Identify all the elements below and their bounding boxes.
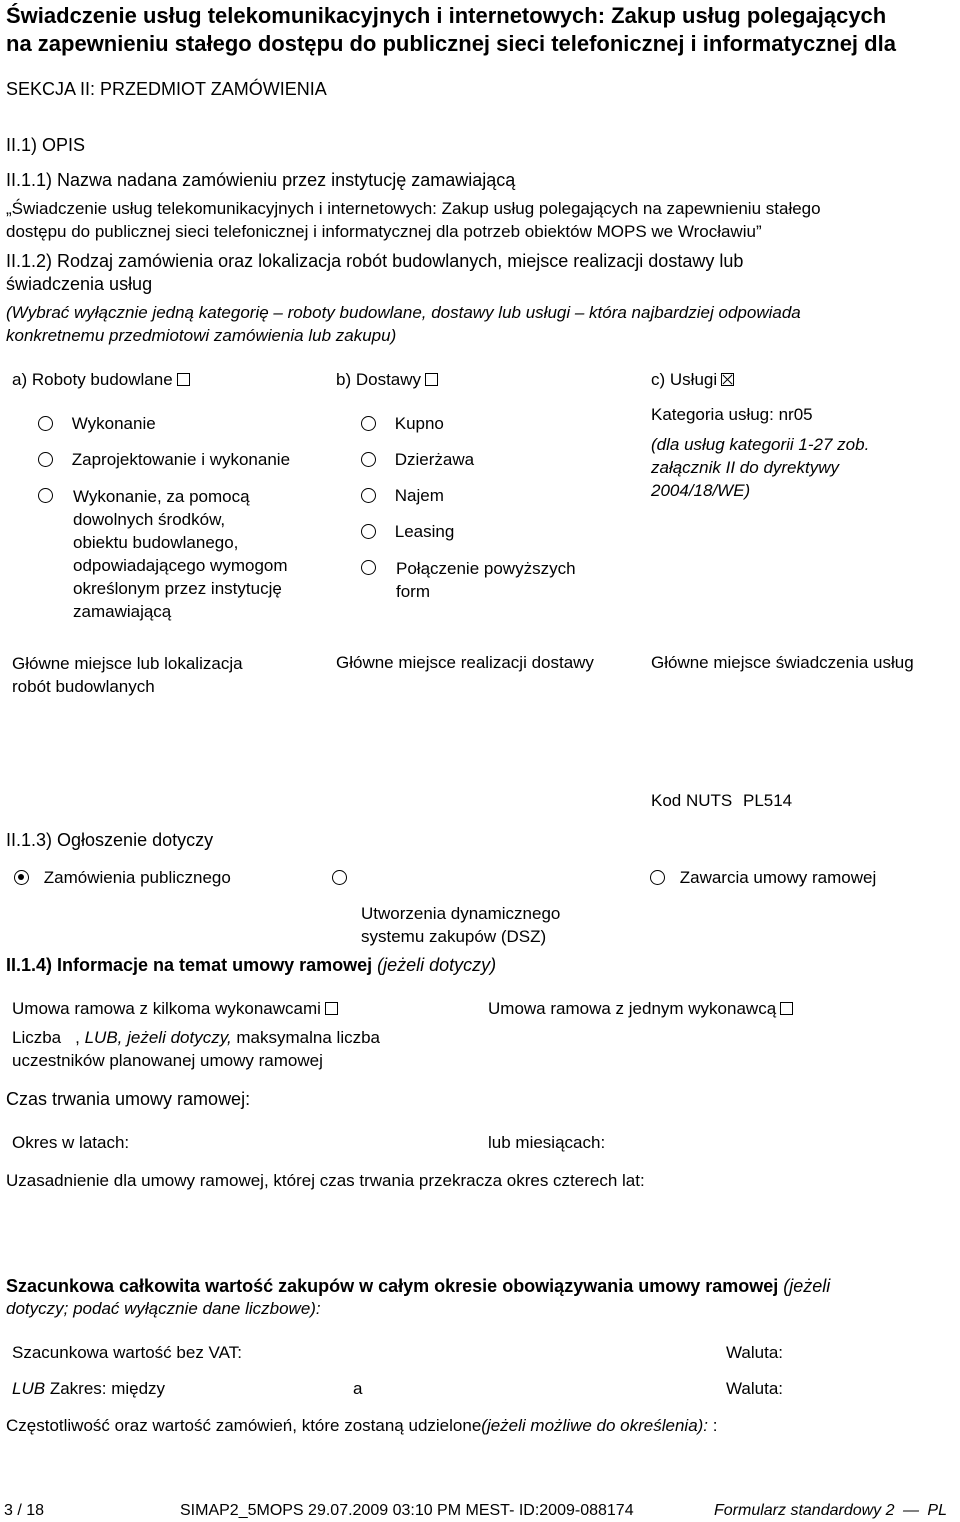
nuts-label: Kod NUTS xyxy=(651,791,733,810)
text-line: określonym przez instytucję xyxy=(73,579,282,598)
works-option-label: Wykonanie xyxy=(71,414,156,433)
service-category-note xyxy=(651,433,869,502)
framework-multi-checkbox[interactable] xyxy=(325,1002,338,1015)
duration-years-label: Okres w latach: xyxy=(12,1133,130,1152)
supplies-category-label: b) Dostawy xyxy=(336,370,422,389)
participants-note: LUB, jeżeli dotyczy, xyxy=(84,1028,232,1047)
service-category-value: Kategoria usług: nr05 xyxy=(651,405,813,424)
lub-label: LUB xyxy=(12,1379,46,1398)
works-option-design-build[interactable] xyxy=(38,449,290,471)
services-category-label: c) Usługi xyxy=(651,370,718,389)
works-option-any-means[interactable] xyxy=(38,485,53,507)
form-label: Formularz standardowy 2 xyxy=(714,1502,895,1519)
justification-label: Uzasadnienie dla umowy ramowej, której czas trwania przekracza okres czterech lat: xyxy=(6,1171,645,1190)
radio-icon[interactable] xyxy=(332,870,347,885)
currency-label-2: Waluta: xyxy=(726,1379,784,1398)
radio-icon[interactable] xyxy=(361,488,376,503)
page-number: 3 / 18 xyxy=(4,1502,45,1519)
radio-icon[interactable] xyxy=(38,488,53,503)
frequency-label: Częstotliwość oraz wartość zamówień, które zostaną udzielone xyxy=(6,1416,482,1435)
language-code: PL xyxy=(927,1502,947,1519)
works-option-any-means-label xyxy=(73,485,288,623)
radio-icon[interactable] xyxy=(38,416,53,431)
notice-option-framework[interactable] xyxy=(650,867,876,889)
framework-multi[interactable] xyxy=(12,998,338,1020)
text-line: form xyxy=(396,582,430,601)
works-checkbox[interactable] xyxy=(177,373,190,386)
supplies-option-combination-label xyxy=(396,557,576,603)
supplies-option-leasing[interactable] xyxy=(361,521,454,543)
text-line: Utworzenia dynamicznego xyxy=(361,904,561,923)
radio-icon[interactable] xyxy=(361,416,376,431)
nuts-code xyxy=(651,790,792,812)
q114-heading-note: (jeżeli dotyczy) xyxy=(377,955,497,975)
estimate-heading-note: (jeżeli xyxy=(783,1276,831,1296)
text-line: robót budowlanych xyxy=(12,677,155,696)
supplies-option-lease[interactable] xyxy=(361,449,474,471)
q111-value-line-2: dostępu do publicznej sieci telefonicznej i informatycznej dla potrzeb obiektów MOPS we Wrocławiu” xyxy=(6,222,762,241)
q112-heading-line-2: świadczenia usług xyxy=(6,274,153,294)
participants-count xyxy=(12,1027,380,1049)
framework-single[interactable] xyxy=(488,998,793,1020)
services-place-label: Główne miejsce świadczenia usług xyxy=(651,653,914,672)
range-and-label: a xyxy=(353,1379,363,1398)
text-line: zamawiającą xyxy=(73,602,172,621)
participants-label: Liczba xyxy=(12,1028,62,1047)
services-category[interactable] xyxy=(651,369,734,391)
works-option-wykonanie[interactable] xyxy=(38,413,156,435)
frequency-tail: : xyxy=(708,1416,718,1435)
supplies-option-label: Leasing xyxy=(394,522,455,541)
works-category-label: a) Roboty budowlane xyxy=(12,370,173,389)
q111-value-line-1: „Świadczenie usług telekomunikacyjnych i internetowych: Zakup usług polegających na zapewnieniu stałego xyxy=(6,199,821,218)
supplies-option-label: Dzierżawa xyxy=(394,450,475,469)
framework-single-checkbox[interactable] xyxy=(780,1002,793,1015)
range-row xyxy=(12,1378,165,1400)
radio-icon[interactable] xyxy=(38,452,53,467)
q112-note-line-2: konkretnemu przedmiotowi zamówienia lub zakupu) xyxy=(6,326,397,345)
supplies-option-combination[interactable] xyxy=(361,557,376,579)
document-id: SIMAP2_5MOPS 29.07.2009 03:10 PM MEST- ID:2009-088174 xyxy=(180,1502,634,1519)
q114-heading xyxy=(6,954,496,976)
text-line: Połączenie powyższych xyxy=(396,559,576,578)
supplies-option-label: Kupno xyxy=(394,414,444,433)
value-no-vat-label: Szacunkowa wartość bez VAT: xyxy=(12,1343,242,1362)
supplies-option-rental[interactable] xyxy=(361,485,444,507)
radio-selected-icon[interactable] xyxy=(14,870,29,885)
notice-option-dps-label xyxy=(361,902,560,948)
duration-heading: Czas trwania umowy ramowej: xyxy=(6,1089,251,1109)
q113-heading: II.1.3) Ogłoszenie dotyczy xyxy=(6,830,214,850)
text-line: (dla usług kategorii 1-27 zob. xyxy=(651,435,870,454)
estimate-heading-text: Szacunkowa całkowita wartość zakupów w całym okresie obowiązywania umowy ramowej xyxy=(6,1276,779,1296)
radio-icon[interactable] xyxy=(650,870,665,885)
supplies-category[interactable] xyxy=(336,369,438,391)
duration-months-label: lub miesiącach: xyxy=(488,1133,606,1152)
opis-heading: II.1) OPIS xyxy=(6,135,86,155)
notice-option-public-contract[interactable] xyxy=(14,867,231,889)
supplies-place-label: Główne miejsce realizacji dostawy xyxy=(336,653,594,672)
text-line: obiektu budowlanego, xyxy=(73,533,239,552)
supplies-option-purchase[interactable] xyxy=(361,413,444,435)
text-line: 2004/18/WE) xyxy=(651,481,751,500)
participants-max: maksymalna liczba xyxy=(231,1028,380,1047)
framework-multi-label: Umowa ramowa z kilkoma wykonawcami xyxy=(12,999,321,1018)
services-checkbox-checked[interactable] xyxy=(721,373,734,386)
participants-count-line-2: uczestników planowanej umowy ramowej xyxy=(12,1051,323,1070)
text-line: załącznik II do dyrektywy xyxy=(651,458,840,477)
q114-heading-text: II.1.4) Informacje na temat umowy ramowej xyxy=(6,955,373,975)
document-title-line-2: na zapewnieniu stałego dostępu do publicznej sieci telefonicznej i informatycznej dla xyxy=(6,31,896,56)
estimate-heading xyxy=(6,1275,830,1297)
frequency-note: (jeżeli możliwe do określenia): xyxy=(481,1416,709,1435)
range-label: Zakres: między xyxy=(49,1379,166,1398)
form-name xyxy=(714,1500,947,1522)
notice-option-label: Zawarcia umowy ramowej xyxy=(679,868,877,887)
form-dash: — xyxy=(902,1502,919,1519)
currency-label-1: Waluta: xyxy=(726,1343,784,1362)
text-line: odpowiadającego wymogom xyxy=(73,556,288,575)
q112-heading-line-1: II.1.2) Rodzaj zamówienia oraz lokalizacja robót budowlanych, miejsce realizacji dostawy lub xyxy=(6,251,744,271)
radio-icon[interactable] xyxy=(361,560,376,575)
radio-icon[interactable] xyxy=(361,524,376,539)
document-title-line-1: Świadczenie usług telekomunikacyjnych i internetowych: Zakup usług polegających xyxy=(6,3,887,28)
text-line: dowolnych środków, xyxy=(73,510,226,529)
nuts-value: PL514 xyxy=(742,791,793,810)
q111-heading: II.1.1) Nazwa nadana zamówieniu przez instytucję zamawiającą xyxy=(6,170,516,190)
estimate-note-line-2: dotyczy; podać wyłącznie dane liczbowe): xyxy=(6,1299,321,1318)
supplies-option-label: Najem xyxy=(394,486,444,505)
q112-note-line-1: (Wybrać wyłącznie jedną kategorię – roboty budowlane, dostawy lub usługi – która najbardziej odpowiada xyxy=(6,303,801,322)
section-heading: SEKCJA II: PRZEDMIOT ZAMÓWIENIA xyxy=(6,79,327,99)
works-category[interactable] xyxy=(12,369,190,391)
works-option-label: Zaprojektowanie i wykonanie xyxy=(71,450,291,469)
notice-option-label: Zamówienia publicznego xyxy=(43,868,231,887)
text-line: Wykonanie, za pomocą xyxy=(73,487,250,506)
notice-option-dps-radio[interactable] xyxy=(332,867,347,889)
framework-single-label: Umowa ramowa z jednym wykonawcą xyxy=(488,999,777,1018)
participants-comma: , xyxy=(75,1028,85,1047)
radio-icon[interactable] xyxy=(361,452,376,467)
frequency-row xyxy=(6,1415,718,1437)
supplies-checkbox[interactable] xyxy=(425,373,438,386)
works-place-label xyxy=(12,652,243,698)
text-line: systemu zakupów (DSZ) xyxy=(361,927,547,946)
text-line: Główne miejsce lub lokalizacja xyxy=(12,654,243,673)
